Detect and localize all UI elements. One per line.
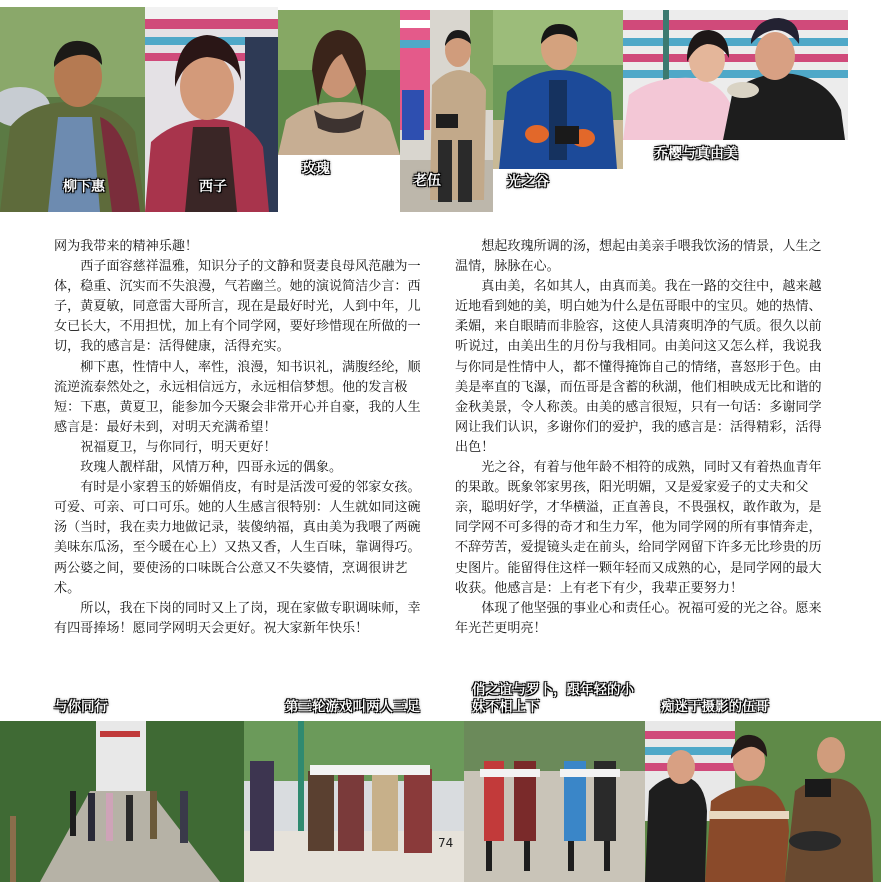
left-paragraph-7: 所以，我在下岗的同时又上了岗，现在家做专职调味师，幸有四哥捧场！愿同学网明天会更好。祝大家新年快乐！ — [54, 600, 421, 636]
left-paragraph-1: 网为我带来的精神乐趣！ — [54, 239, 199, 254]
left-column — [54, 237, 430, 639]
left-paragraph-2: 西子面容慈祥温雅，知识分子的文静和贤妻良母风范融为一体，稳重、沉实而不失浪漫，气若幽兰。她的演说简洁少言：西子，黄夏敏，同意雷大哥所言，现在是最好时光，人到中年，儿女已长大，不用担忧，加上有个同学网，要好珍惜现在所做的一切，我的感言是：活得健康，活得充实。 — [54, 259, 421, 355]
left-paragraph-4: 祝福夏卫，与你同行，明天更好！ — [80, 439, 277, 455]
right-paragraph-4: 体现了他坚强的事业心和责任心。祝福可爱的光之谷。愿来年光芒更明亮！ — [455, 600, 822, 636]
left-paragraph-6: 有时是小家碧玉的娇媚俏皮，有时是活泼可爱的邻家女孩。可爱、可亲、可口可乐。她的人生感言很特别：人生就如同这碗汤（当时，我在卖力地做记录，装傻纳福，真由美为我喂了两碗美味东瓜汤，至今暖在心上）又热又香，人生百味，靠调得巧。两公婆之间，要使汤的口味既合公意又不失婆情，烹调很讲艺术。 — [54, 480, 421, 596]
right-paragraph-3: 光之谷，有着与他年龄不相符的成熟，同时又有着热血青年的果敢。既象邻家男孩，阳光明媚，又是爱家爱子的丈夫和父亲，聪明好学，才华横溢，正直善良，不畏强权，敢作敢为，是同学网不可多得的奇才和生力军，他为同学网的所有事情奔走，不辞劳苦，爱提镜头走在前头，给同学网留下许多无比珍贵的历史图片。能留得住这样一颗年轻而又成熟的心，是同学网的最大收获。他感言是：上有老下有少，我辈正要努力！ — [455, 460, 822, 596]
caption-liuxiahui: 柳下惠 — [63, 179, 105, 195]
photo-guangzhigu — [493, 10, 623, 169]
right-column — [455, 237, 831, 639]
photo-walking-path — [0, 721, 244, 882]
caption-photography-wuge: 痴迷于摄影的伍哥 — [661, 699, 769, 715]
photo-qiaoying-zhenyoumei — [623, 10, 848, 140]
photo-meigui — [278, 10, 400, 155]
caption-meigui: 玫瑰 — [302, 161, 330, 177]
right-paragraph-1: 想起玫瑰所调的汤，想起由美亲手喂我饮汤的情景，人生之温情，脉脉在心。 — [455, 239, 822, 275]
caption-xizi: 西子 — [199, 179, 227, 195]
right-paragraph-2: 真由美，名如其人，由真而美。我在一路的交往中，越来越近地看到她的美，明白她为什么是伍哥眼中的宝贝。她的热情、柔媚，来自眼睛而非脸容，这使人具清爽明净的气质。很久以前听说过，由美出生的月份与我相同。由美问这又怎么样，我说我与你同是性情中人，都不懂得掩饰自己的情绪，喜怒形于色。由美是率直的飞瀑，而伍哥是含蓄的秋湖，他们相映成无比和谐的金秋美景，令人称羡。由美的感言很短，只有一句话：多谢同学网让我们认识，多谢你们的爱护，我的感言是：活得精彩，活得出色！ — [455, 279, 822, 455]
page-number: 74 — [438, 836, 454, 850]
caption-luobu-race: 俏之谊与罗卜，跟年轻的小妹不相上下 — [472, 682, 634, 715]
caption-walking-together: 与你同行 — [54, 699, 108, 715]
caption-laowu: 老伍 — [413, 173, 441, 189]
caption-three-legged-game: 第三轮游戏叫两人三足 — [285, 699, 420, 715]
caption-guangzhigu: 光之谷 — [507, 174, 549, 190]
photo-photography-wuge — [645, 721, 881, 882]
left-paragraph-5: 玫瑰人靓样甜，风情万种，四哥永远的偶象。 — [80, 460, 343, 476]
photo-three-legged-game — [244, 721, 464, 882]
caption-qiaoying-zhenyoumei: 乔樱与真由美 — [654, 146, 738, 162]
left-paragraph-3: 柳下惠，性情中人，率性，浪漫，知书识礼，满腹经纶，顺流逆流泰然处之，永远相信远方，永远相信梦想。他的发言极短：下惠，黄夏卫，能参加今天聚会非常开心并自豪，我的人生感言是：最好未到，对明天充满希望！ — [54, 359, 421, 435]
photo-luobu-race — [464, 721, 645, 882]
